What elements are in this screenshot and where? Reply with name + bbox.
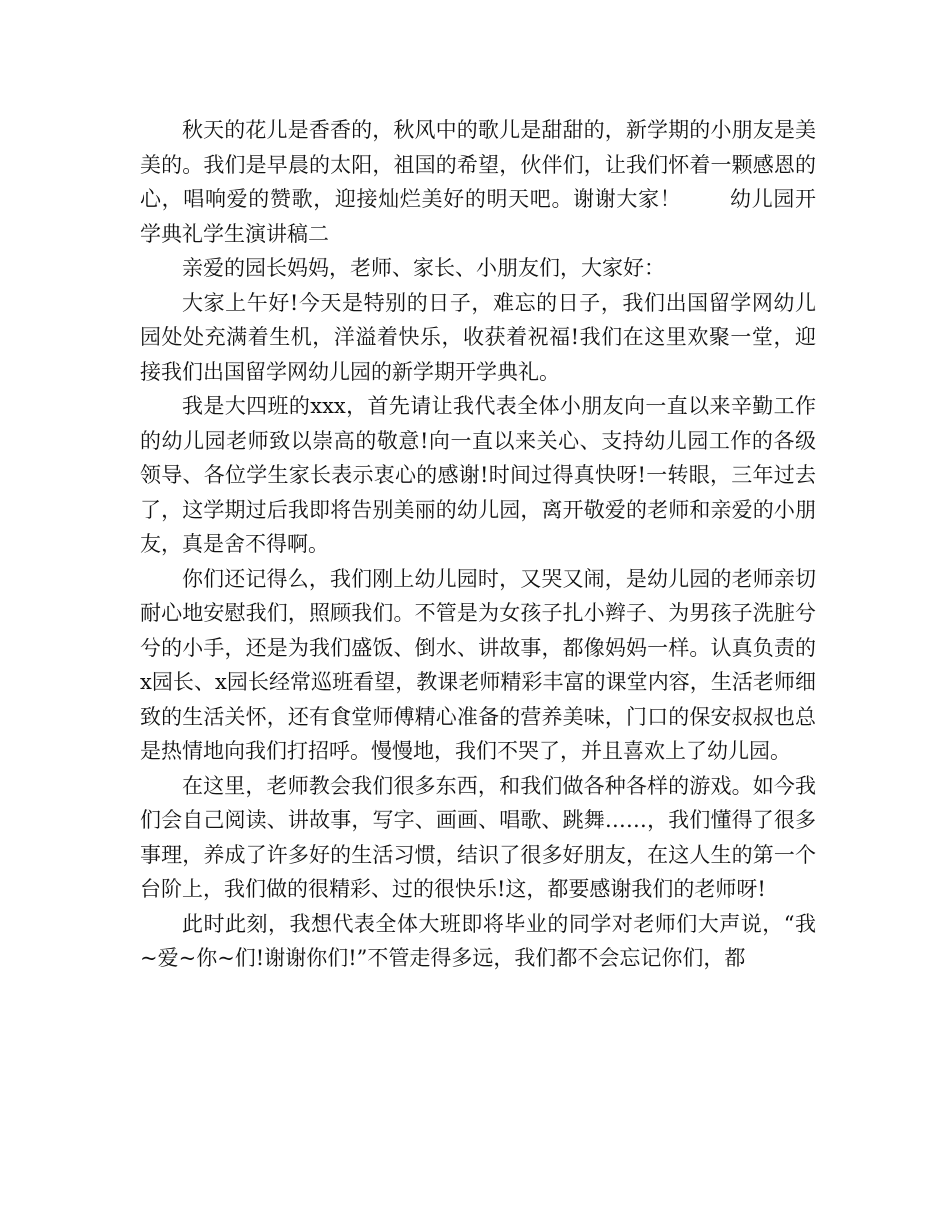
paragraph-closing-remarks: [140, 113, 816, 251]
paragraph-learning: 在这里，老师教会我们很多东西，和我们做各种各样的游戏。如今我们会自己阅读、讲故事，写字、画画、唱歌、跳舞……，我们懂得了很多事理，养成了许多好的生活习惯，结识了很多好朋友，在这人生的第一个台阶上，我们做的很精彩、过的很快乐!这，都要感谢我们的老师呀!: [140, 773, 816, 901]
paragraph-introduction: 我是大四班的xxx，首先请让我代表全体小朋友向一直以来辛勤工作的幼儿园老师致以崇高的敬意!向一直以来关心、支持幼儿园工作的各级领导、各位学生家长表示衷心的感谢!时间过得真快呀!一转眼，三年过去了，这学期过后我即将告别美丽的幼儿园，离开敬爱的老师和亲爱的小朋友，真是舍不得啊。: [140, 394, 816, 556]
paragraph-thanks: 此时此刻，我想代表全体大班即将毕业的同学对老师们大声说，“我~爱~你~们!谢谢你们!”不管走得多远，我们都不会忘记你们，都: [140, 911, 816, 970]
paragraph-greeting: 亲爱的园长妈妈，老师、家长、小朋友们，大家好：: [182, 256, 665, 280]
paragraph-opening: 大家上午好!今天是特别的日子，难忘的日子，我们出国留学网幼儿园处处充满着生机，洋溢着快乐，收获着祝福!我们在这里欢聚一堂，迎接我们出国留学网幼儿园的新学期开学典礼。: [140, 290, 816, 384]
document-body: [140, 113, 816, 976]
section-heading: 幼儿园开学典礼学生演讲稿二: [140, 187, 817, 246]
paragraph-text: 秋天的花儿是香香的，秋风中的歌儿是甜甜的，新学期的小朋友是美美的。我们是早晨的太阳，祖国的希望，伙伴们，让我们怀着一颗感恩的心，唱响爱的赞歌，迎接灿烂美好的明天吧。谢谢大家！: [140, 118, 816, 211]
paragraph-memories: 你们还记得么，我们刚上幼儿园时，又哭又闹，是幼儿园的老师亲切耐心地安慰我们，照顾我们。不管是为女孩子扎小辫子、为男孩子洗脏兮兮的小手，还是为我们盛饭、倒水、讲故事，都像妈妈一样。认真负责的x园长、x园长经常巡班看望，教课老师精彩丰富的课堂内容，生活老师细致的生活关怀，还有食堂师傅精心准备的营养美味，门口的保安叔叔也总是热情地向我们打招呼。慢慢地，我们不哭了，并且喜欢上了幼儿园。: [140, 566, 816, 763]
